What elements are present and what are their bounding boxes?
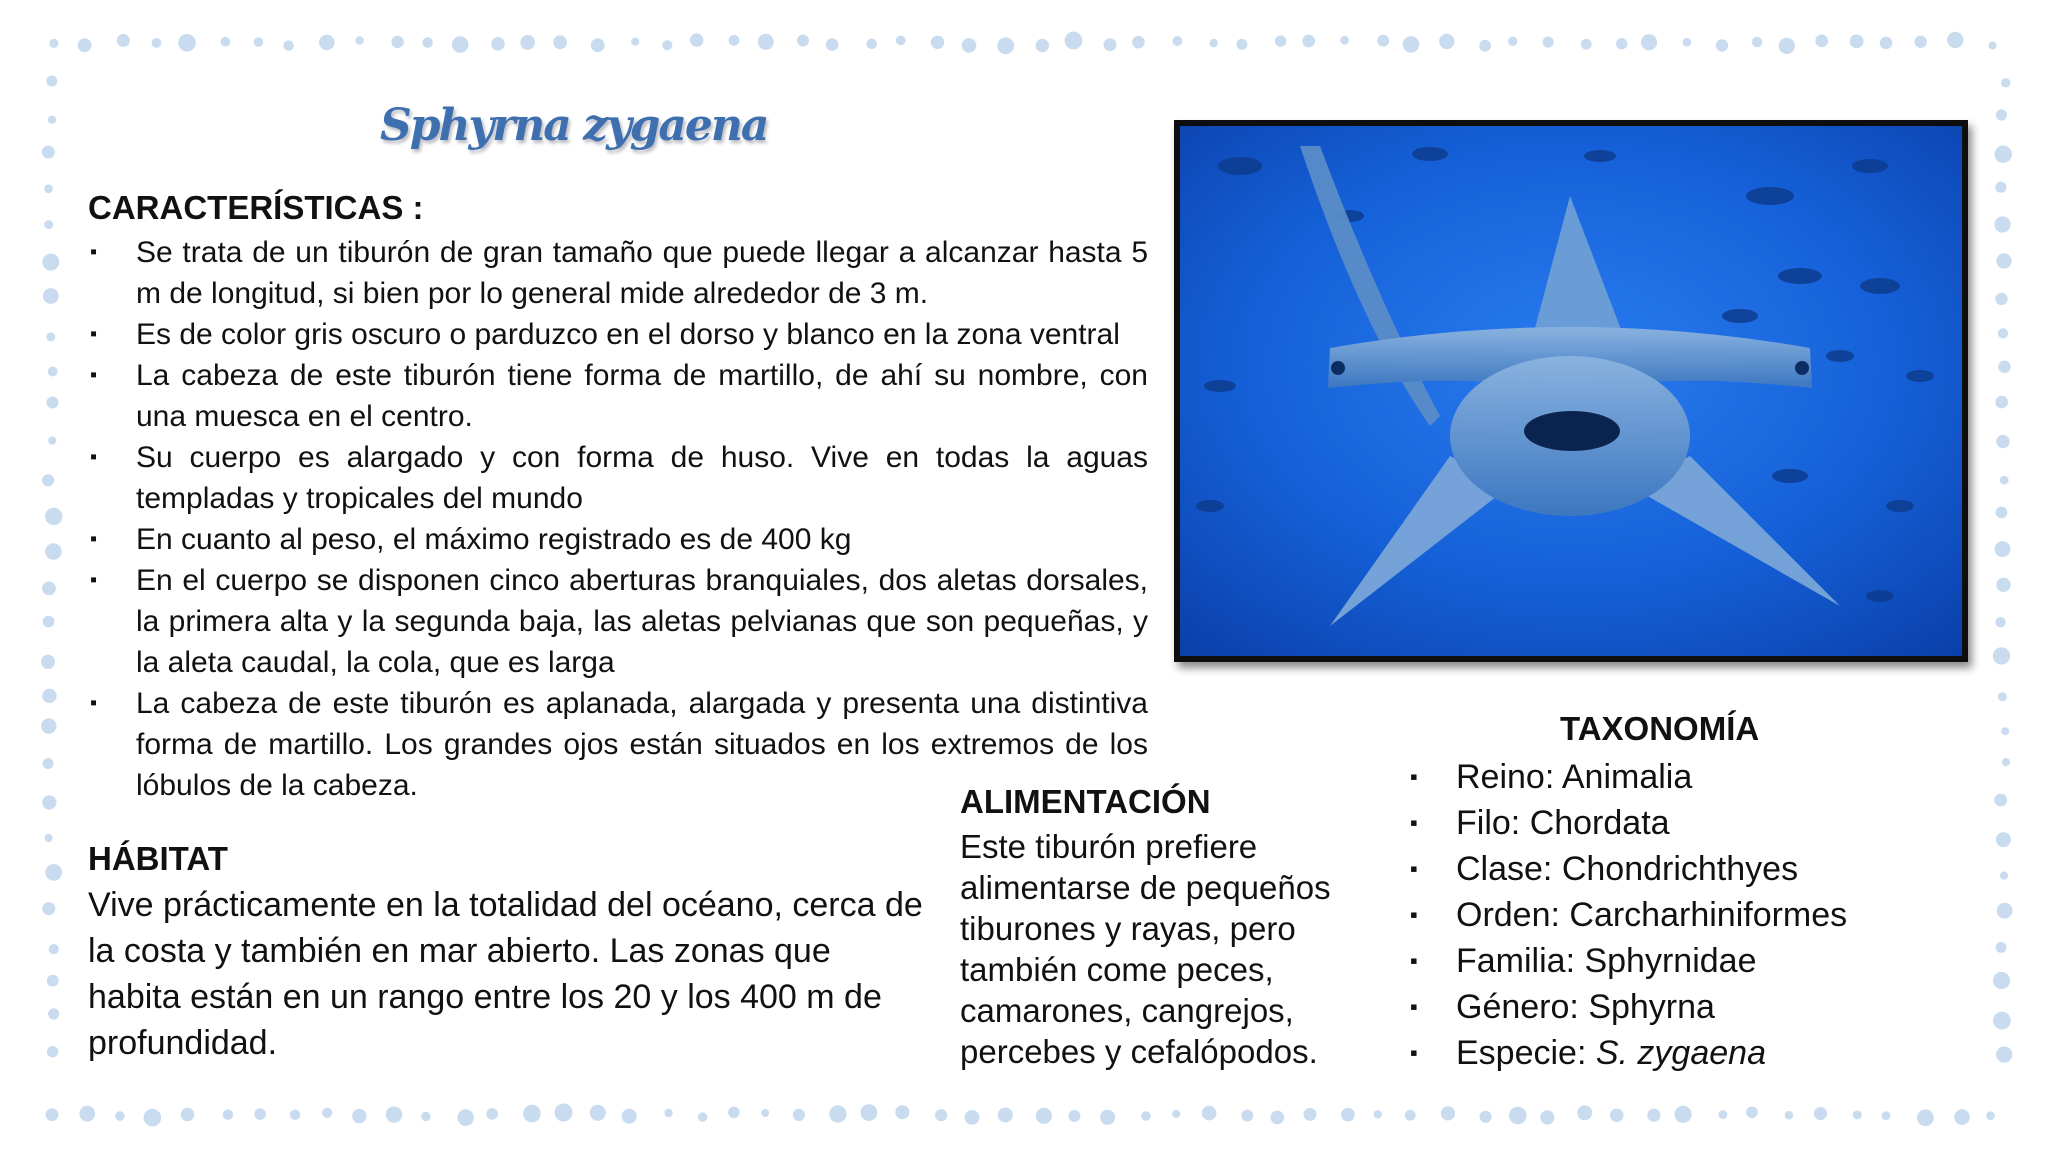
fish-shape	[1204, 380, 1236, 392]
border-dot	[491, 37, 505, 51]
border-dot	[1996, 578, 2010, 592]
border-dot	[42, 582, 56, 596]
border-dot	[631, 38, 639, 46]
border-dot	[1210, 39, 1218, 47]
border-dot	[861, 1104, 878, 1121]
border-dot	[47, 975, 59, 987]
border-dot	[1779, 38, 1795, 54]
border-dot	[41, 718, 56, 733]
border-dot	[386, 1106, 402, 1122]
border-dot	[1068, 1110, 1080, 1122]
border-dot	[1543, 37, 1554, 48]
border-dot	[1374, 1110, 1382, 1118]
border-dot	[1752, 37, 1762, 47]
border-dot	[1880, 37, 1893, 50]
border-dot	[1994, 794, 2007, 807]
border-dot	[1341, 1108, 1355, 1122]
bullet-icon: ▪	[90, 323, 98, 345]
border-dot	[1882, 1111, 1891, 1120]
habitat-text: Vive prácticamente en la totalidad del océano, cerca de la costa y también en mar abierto. Las zonas que habita están en un rango entre los 20 y los 400 m de profundidad.	[88, 886, 923, 1062]
border-dot	[1995, 617, 2005, 627]
fish-shape	[1746, 187, 1794, 205]
border-dot	[1610, 1109, 1624, 1123]
fish-shape	[1772, 469, 1808, 483]
border-dot	[1641, 34, 1657, 50]
border-dot	[591, 38, 605, 52]
list-item: ▪ Filo: Chordata	[1408, 800, 1968, 846]
border-dot	[254, 37, 264, 47]
border-dot	[1954, 1109, 1970, 1125]
border-dot	[1995, 146, 2012, 163]
border-dot	[1995, 293, 2007, 305]
border-dot	[1065, 32, 1083, 50]
border-dot	[1986, 1111, 1995, 1120]
shark-mouth	[1524, 411, 1620, 451]
border-dot	[1403, 36, 1420, 53]
border-dot	[322, 1108, 332, 1118]
border-dot	[43, 758, 54, 769]
border-dot	[1405, 1110, 1416, 1121]
fish-shape	[1196, 500, 1224, 512]
border-dot	[758, 34, 774, 50]
border-dot	[553, 35, 567, 49]
border-dot	[523, 1105, 541, 1123]
border-dot	[422, 37, 433, 48]
border-dot	[421, 1112, 430, 1121]
border-dot	[1995, 541, 2011, 557]
border-dot	[1241, 1110, 1253, 1122]
border-dot	[622, 1109, 637, 1124]
border-dot	[1719, 1110, 1728, 1119]
border-dot	[352, 1109, 366, 1123]
border-dot	[355, 36, 363, 44]
border-dot	[45, 508, 62, 525]
border-dot	[1439, 34, 1454, 49]
alimentacion-heading: ALIMENTACIÓN	[960, 783, 1211, 820]
fish-shape	[1866, 590, 1894, 602]
list-item: ▪ Clase: Chondrichthyes	[1408, 846, 1968, 892]
border-dot	[42, 689, 56, 703]
fish-shape	[1886, 500, 1914, 512]
bullet-icon: ▪	[1410, 1040, 1418, 1065]
border-dot	[1540, 1110, 1554, 1124]
border-dot	[2002, 758, 2010, 766]
border-dot	[729, 35, 740, 46]
border-dot	[555, 1104, 573, 1122]
taxonomia-list	[1408, 754, 1968, 1076]
border-dot	[1441, 1106, 1455, 1120]
list-item: ▪ Familia: Sphyrnidae	[1408, 938, 1968, 984]
border-dot	[866, 39, 877, 50]
fish-shape	[1412, 147, 1448, 161]
bullet-icon: ▪	[1410, 902, 1418, 927]
border-dot	[1616, 38, 1627, 49]
border-dot	[1302, 35, 1315, 48]
fish-shape	[1852, 159, 1888, 173]
border-dot	[2001, 78, 2010, 87]
fish-shape	[1860, 278, 1900, 294]
list-item: ▪ Es de color gris oscuro o parduzco en el dorso y blanco en la zona ventral	[88, 314, 1148, 355]
border-dot	[1994, 216, 2010, 232]
border-dot	[797, 35, 809, 47]
shark-photo-frame	[1174, 120, 1968, 662]
border-dot	[1917, 1109, 1934, 1126]
border-dot	[45, 543, 62, 560]
border-dot	[1947, 32, 1963, 48]
border-dot	[42, 902, 55, 915]
border-dot	[1996, 507, 2008, 519]
fish-shape	[1778, 268, 1822, 284]
border-dot	[1036, 1108, 1052, 1124]
list-item: ▪ Especie: S. zygaena	[1408, 1030, 1968, 1076]
border-dot	[793, 1109, 805, 1121]
border-dot	[1746, 1107, 1758, 1119]
list-item: ▪ En el cuerpo se disponen cinco aberturas branquiales, dos aletas dorsales, la primera alta y la segunda baja, las aletas pelvianas que son pequeñas, y la aleta caudal, la cola, que es larga	[88, 560, 1148, 683]
border-dot	[935, 1109, 947, 1121]
border-dot	[1377, 35, 1389, 47]
border-dot	[1993, 647, 2010, 664]
caracteristicas-list	[88, 232, 1148, 806]
border-dot	[49, 39, 58, 48]
border-dot	[998, 1108, 1013, 1123]
border-dot	[1915, 36, 1927, 48]
border-dot	[1993, 1012, 2011, 1030]
shark-left-eye	[1331, 361, 1345, 375]
border-dot	[664, 1109, 672, 1117]
list-item: ▪ La cabeza de este tiburón tiene forma de martillo, de ahí su nombre, con una muesca en el centro.	[88, 355, 1148, 437]
bullet-icon: ▪	[90, 241, 98, 263]
border-dot	[1577, 1105, 1592, 1120]
border-dot	[965, 1110, 980, 1125]
border-dot	[590, 1105, 606, 1121]
border-dot	[1997, 903, 2013, 919]
border-dot	[728, 1107, 740, 1119]
fish-shape	[1906, 370, 1934, 382]
border-dot	[1850, 34, 1864, 48]
border-dot	[1996, 253, 2011, 268]
border-dot	[44, 220, 53, 229]
border-dot	[1036, 39, 1049, 52]
border-dot	[1814, 1107, 1827, 1120]
border-dot	[1675, 1106, 1692, 1123]
border-dot	[47, 1046, 58, 1057]
border-dot	[1996, 1046, 2012, 1062]
border-dot	[45, 834, 53, 842]
border-dot	[115, 1111, 125, 1121]
fish-shape	[1584, 150, 1616, 162]
fish-shape	[1722, 309, 1758, 323]
border-dot	[997, 37, 1014, 54]
border-dot	[1202, 1106, 1217, 1121]
taxonomia-heading: TAXONOMÍA	[1560, 710, 1760, 747]
border-dot	[1993, 972, 2010, 989]
alimentacion-text: Este tiburón prefiere alimentarse de pequeños tiburones y rayas, pero también come peces, camarones, cangrejos, percebes y cefalópodos.	[960, 828, 1331, 1070]
border-dot	[829, 1105, 846, 1122]
border-dot	[2000, 872, 2008, 880]
border-dot	[46, 1108, 59, 1121]
border-dot	[290, 1110, 300, 1120]
border-dot	[47, 397, 59, 409]
border-dot	[181, 1108, 195, 1122]
border-dot	[1989, 41, 1997, 49]
border-dot	[1304, 1108, 1317, 1121]
border-dot	[391, 36, 403, 48]
border-dot	[1236, 39, 1247, 50]
bullet-icon: ▪	[1410, 948, 1418, 973]
page-title: Sphyrna zygaena	[380, 100, 768, 151]
border-dot	[78, 38, 92, 52]
list-item: ▪ Su cuerpo es alargado y con forma de huso. Vive en todas la aguas templadas y tropicales del mundo	[88, 437, 1148, 519]
bullet-icon: ▪	[1410, 764, 1418, 789]
list-item: ▪ Se trata de un tiburón de gran tamaño que puede llegar a alcanzar hasta 5 m de longitud, si bien por lo general mide alrededor de 3 m.	[88, 232, 1148, 314]
border-dot	[221, 37, 231, 47]
border-dot	[43, 288, 59, 304]
border-dot	[42, 146, 55, 159]
border-dot	[44, 184, 53, 193]
border-dot	[1815, 35, 1828, 48]
border-dot	[152, 38, 162, 48]
border-dot	[45, 864, 62, 881]
border-dot	[520, 35, 535, 50]
border-dot	[1104, 38, 1117, 51]
shark-right-eye	[1795, 361, 1809, 375]
border-dot	[486, 1108, 498, 1120]
bullet-icon: ▪	[1410, 856, 1418, 881]
border-dot	[662, 40, 672, 50]
border-dot	[117, 34, 130, 47]
border-dot	[223, 1110, 233, 1120]
border-dot	[1100, 1110, 1115, 1125]
border-dot	[79, 1106, 95, 1122]
caracteristicas-heading: CARACTERÍSTICAS :	[88, 189, 424, 226]
border-dot	[43, 616, 55, 628]
border-dot	[1172, 36, 1182, 46]
border-dot	[1141, 1111, 1151, 1121]
border-dot	[48, 116, 56, 124]
border-dot	[1853, 1110, 1862, 1119]
border-dot	[896, 36, 906, 46]
bullet-icon: ▪	[1410, 810, 1418, 835]
border-dot	[1172, 1110, 1180, 1118]
border-dot	[49, 944, 59, 954]
bullet-icon: ▪	[90, 446, 98, 468]
habitat-heading: HÁBITAT	[88, 840, 228, 877]
border-dot	[1509, 1107, 1527, 1125]
border-dot	[1995, 182, 2006, 193]
list-item: ▪ Género: Sphyrna	[1408, 984, 1968, 1030]
bullet-icon: ▪	[1410, 994, 1418, 1019]
border-dot	[1340, 36, 1349, 45]
border-dot	[46, 76, 57, 87]
border-dot	[42, 795, 56, 809]
border-dot	[42, 474, 54, 486]
border-dot	[1581, 39, 1592, 50]
list-item: ▪ Orden: Carcharhiniformes	[1408, 892, 1968, 938]
border-dot	[2001, 727, 2009, 735]
border-dot	[1275, 35, 1286, 46]
fish-shape	[1218, 157, 1262, 175]
border-dot	[46, 332, 55, 341]
border-dot	[144, 1109, 162, 1127]
border-dot	[283, 40, 293, 50]
border-dot	[1716, 39, 1728, 51]
border-dot	[690, 33, 703, 46]
border-dot	[1998, 328, 2008, 338]
border-dot	[452, 36, 469, 53]
border-dot	[931, 36, 944, 49]
border-dot	[1683, 38, 1692, 47]
border-dot	[2000, 476, 2009, 485]
border-dot	[1271, 1111, 1285, 1125]
border-dot	[698, 1112, 707, 1121]
list-item: ▪ La cabeza de este tiburón es aplanada, alargada y presenta una distintiva forma de martillo. Los grandes ojos están situados en los extremos de los lóbulos de la cabeza.	[88, 683, 1148, 806]
border-dot	[1998, 692, 2007, 701]
bullet-icon: ▪	[90, 528, 98, 550]
bullet-icon: ▪	[90, 569, 98, 591]
border-dot	[1995, 396, 2008, 409]
border-dot	[1996, 832, 2011, 847]
border-dot	[319, 35, 335, 51]
border-dot	[254, 1108, 266, 1120]
border-dot	[42, 254, 59, 271]
hammerhead-shark-photo	[1180, 126, 1962, 656]
border-dot	[962, 38, 977, 53]
border-dot	[1996, 435, 2009, 448]
border-dot	[178, 34, 196, 52]
border-dot	[41, 655, 55, 669]
border-dot	[1647, 1109, 1660, 1122]
border-dot	[1998, 361, 2011, 374]
border-dot	[1508, 37, 1517, 46]
border-dot	[48, 437, 56, 445]
border-dot	[826, 38, 839, 51]
border-dot	[457, 1109, 474, 1126]
bullet-icon: ▪	[90, 364, 98, 386]
bullet-icon: ▪	[90, 692, 98, 714]
border-dot	[1996, 942, 2007, 953]
border-dot	[1480, 1111, 1492, 1123]
border-dot	[1132, 36, 1145, 49]
fish-shape	[1826, 350, 1854, 362]
border-dot	[48, 367, 58, 377]
border-dot	[895, 1105, 909, 1119]
border-dot	[1996, 109, 2007, 120]
border-dot	[761, 1109, 769, 1117]
list-item: ▪ En cuanto al peso, el máximo registrado es de 400 kg	[88, 519, 1148, 560]
border-dot	[48, 1008, 59, 1019]
border-dot	[1785, 1111, 1794, 1120]
list-item: ▪ Reino: Animalia	[1408, 754, 1968, 800]
border-dot	[1479, 40, 1491, 52]
